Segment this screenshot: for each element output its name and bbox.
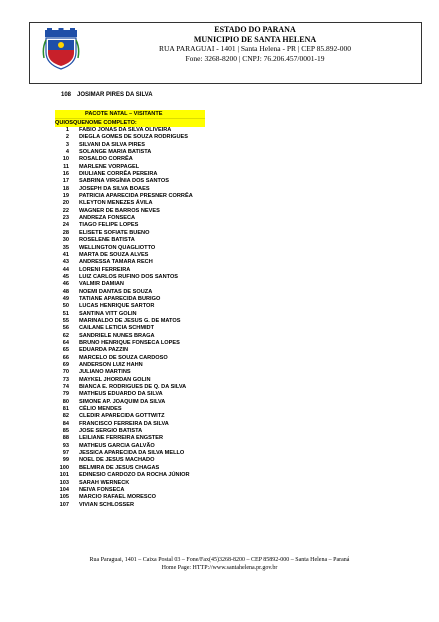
full-name: MARCIO RAFAEL MORESCO xyxy=(79,494,156,501)
table-row xyxy=(55,502,205,509)
table-row xyxy=(55,457,205,464)
full-name: JESSICA APARECIDA DA SILVA MELLO xyxy=(79,450,185,457)
top-item-number: 108 xyxy=(60,92,71,98)
kiosk-number: 50 xyxy=(62,303,69,310)
table-row xyxy=(55,318,205,325)
table-row xyxy=(55,450,205,457)
table-row xyxy=(55,237,205,244)
table-row xyxy=(55,362,205,369)
table-row xyxy=(55,413,205,420)
full-name: CAILANE LETICIA SCHMIDT xyxy=(79,325,154,332)
table-row xyxy=(55,178,205,185)
full-name: ANDRESSA TAMARA RECH xyxy=(79,259,153,266)
kiosk-number: 84 xyxy=(62,420,69,427)
table-row xyxy=(55,230,205,237)
full-name: BRUNO HENRIQUE FONSECA LOPES xyxy=(79,339,180,346)
table-row xyxy=(55,435,205,442)
full-name: NEIVA FONSECA xyxy=(79,486,125,493)
table-row xyxy=(55,406,205,413)
table-row xyxy=(55,259,205,266)
full-name: FRANCISCO FERREIRA DA SILVA xyxy=(79,420,169,427)
kiosk-number: 107 xyxy=(59,501,69,508)
footer-homepage: Home Page: HTTP://www.santahelena.pr.gov.br xyxy=(161,565,278,571)
table-row xyxy=(55,421,205,428)
kiosk-number: 82 xyxy=(62,413,69,420)
kiosk-number: 69 xyxy=(62,362,69,368)
phone-cnpj-line: Fone: 3268-8200 | CNPJ: 76.206.457/0001-19 xyxy=(185,53,325,63)
kiosk-number: 11 xyxy=(63,163,69,170)
full-name: NOEL DE JESUS MACHADO xyxy=(79,457,155,464)
kiosk-number: 65 xyxy=(62,347,69,354)
kiosk-number: 1 xyxy=(65,127,69,133)
full-name: CÉLIO MENDES xyxy=(79,406,122,413)
kiosk-number: 55 xyxy=(62,317,69,324)
table-row xyxy=(55,428,205,435)
kiosk-number: 105 xyxy=(59,494,69,501)
table-row xyxy=(55,377,205,384)
full-name: SILVANI DA SILVA PIRES xyxy=(79,141,145,148)
table-row xyxy=(55,156,205,163)
full-name: MARCELO DE SOUZA CARDOSO xyxy=(79,354,168,361)
kiosk-number: 79 xyxy=(62,391,69,398)
full-name: WAGNER DE BARROS NEVES xyxy=(79,207,160,214)
kiosk-number: 99 xyxy=(62,457,69,464)
table-row xyxy=(55,222,205,229)
kiosk-number: 73 xyxy=(62,376,69,383)
kiosk-number: 81 xyxy=(62,406,69,413)
kiosk-number: 17 xyxy=(62,178,69,185)
table-row xyxy=(55,340,205,347)
kiosk-number: 3 xyxy=(65,141,69,148)
full-name: BIANCA E. RODRIGUES DE Q. DA SILVA xyxy=(79,384,187,391)
kiosk-number: 22 xyxy=(62,207,69,214)
kiosk-number: 28 xyxy=(62,229,69,236)
full-name: LUIZ CARLOS RUFINO DOS SANTOS xyxy=(79,273,179,280)
kiosk-number: 2 xyxy=(65,134,69,141)
full-name: MARLENE VORPAGEL xyxy=(79,163,140,170)
table-row xyxy=(55,252,205,259)
kiosk-number: 10 xyxy=(62,156,69,163)
full-name: EDINESIO CARDOZO DA ROCHA JÚNIOR xyxy=(79,472,190,479)
table-row xyxy=(55,472,205,479)
kiosk-number: 51 xyxy=(62,310,69,317)
table-row xyxy=(55,480,205,487)
full-name: VALMIR DAMIAN xyxy=(79,281,124,288)
full-name: LORENI FERREIRA xyxy=(79,266,131,273)
state-name: ESTADO DO PARANA xyxy=(214,25,296,34)
table-row xyxy=(55,215,205,222)
table-row xyxy=(55,281,205,288)
address-line: RUA PARAGUAI - 1401 | Santa Helena - PR | CEP 85.892-000 xyxy=(158,44,352,53)
full-name: LEILIANE FERREIRA ENGSTER xyxy=(79,435,164,442)
table-row xyxy=(55,296,205,303)
full-name: SIMONE AP. JOAQUIM DA SILVA xyxy=(79,398,166,405)
full-name: LUCAS HENRIQUE SARTOR xyxy=(79,303,155,310)
kiosk-number: 101 xyxy=(59,472,69,479)
letterhead-text xyxy=(90,25,420,63)
kiosk-number: 23 xyxy=(62,215,69,222)
full-name: MATHEUS EDUARDO DA SILVA xyxy=(79,391,163,398)
top-list-item xyxy=(55,92,153,98)
visitor-table xyxy=(55,110,205,509)
full-name: MARINALDO DE JESUS G. DE MATOS xyxy=(79,317,181,324)
table-row xyxy=(55,134,205,141)
full-name: WELLINGTON QUAGLIOTTO xyxy=(79,244,156,251)
table-row xyxy=(55,303,205,310)
table-row xyxy=(55,384,205,391)
full-name: NOEMI DANTAS DE SOUZA xyxy=(79,288,153,295)
full-name: ROSALDO CORRÊA xyxy=(79,156,133,163)
table-body xyxy=(55,127,205,509)
kiosk-number: 62 xyxy=(62,332,69,339)
column-header-kiosk: QUIOSQUE xyxy=(55,120,86,126)
full-name: SANDRIELE NUNES BRAGA xyxy=(79,332,155,339)
full-name: JULIANO MARTINS xyxy=(79,369,131,376)
full-name: SABRINA VIRGÍNIA DOS SANTOS xyxy=(79,178,169,185)
letterhead xyxy=(29,22,422,84)
table-row xyxy=(55,494,205,501)
full-name: JOSEPH DA SILVA BOAES xyxy=(79,185,150,192)
footer xyxy=(0,556,439,572)
kiosk-number: 74 xyxy=(62,384,69,391)
kiosk-number: 35 xyxy=(62,244,69,251)
full-name: TATIANE APARECIDA BURIGO xyxy=(79,295,161,302)
kiosk-number: 30 xyxy=(62,237,69,244)
kiosk-number: 49 xyxy=(62,295,69,302)
table-row xyxy=(55,142,205,149)
table-row xyxy=(55,274,205,281)
table-row xyxy=(55,347,205,354)
kiosk-number: 85 xyxy=(62,428,69,435)
full-name: SOLANGE MARIA BATISTA xyxy=(79,149,152,156)
kiosk-number: 66 xyxy=(62,354,69,361)
full-name: MATHEUS GARCIA GALVÃO xyxy=(79,442,155,449)
kiosk-number: 18 xyxy=(62,185,69,192)
full-name: DIULIANE CORRÊA PEREIRA xyxy=(79,171,158,178)
kiosk-number: 70 xyxy=(62,369,69,376)
full-name: FABIO JONAS DA SILVA OLIVEIRA xyxy=(79,127,172,133)
full-name: EDUARDA PAZZIN xyxy=(79,347,129,354)
kiosk-number: 48 xyxy=(62,288,69,295)
table-row xyxy=(55,443,205,450)
full-name: KLEYTON MENEZES ÁVILA xyxy=(79,200,153,207)
table-row xyxy=(55,164,205,171)
table-title: PACOTE NATAL – VISITANTE xyxy=(55,110,205,118)
full-name: JOSE SERGIO BATISTA xyxy=(79,428,143,435)
kiosk-number: 103 xyxy=(59,479,69,486)
kiosk-number: 45 xyxy=(62,273,69,280)
full-name: ANDERSON LUIZ HAHN xyxy=(79,362,143,368)
kiosk-number: 93 xyxy=(62,442,69,449)
full-name: TIAGO FELIPE LOPES xyxy=(79,222,139,229)
table-row xyxy=(55,333,205,340)
full-name: ANDREZA FONSECA xyxy=(79,215,136,222)
table-row xyxy=(55,399,205,406)
table-row xyxy=(55,325,205,332)
kiosk-number: 20 xyxy=(62,200,69,207)
kiosk-number: 41 xyxy=(62,251,69,258)
kiosk-number: 64 xyxy=(62,339,69,346)
table-row xyxy=(55,267,205,274)
table-header-row xyxy=(55,118,205,127)
kiosk-number: 44 xyxy=(62,266,69,273)
full-name: DIEGLA GOMES DE SOUZA RODRIGUES xyxy=(79,134,188,141)
municipality-name: MUNICIPIO DE SANTA HELENA xyxy=(193,34,317,44)
kiosk-number: 97 xyxy=(62,450,69,457)
full-name: SARAH WERNECK xyxy=(79,479,130,486)
table-row xyxy=(55,127,205,134)
kiosk-number: 43 xyxy=(62,259,69,266)
table-row xyxy=(55,487,205,494)
kiosk-number: 56 xyxy=(62,325,69,332)
kiosk-number: 4 xyxy=(65,149,69,156)
full-name: ELISETE SOFIATE BUENO xyxy=(79,229,150,236)
footer-address: Rua Paraguai, 1401 – Caixa Postal 03 – Fone/Fax(45)3268-8200 – CEP 85892-000 – Santa Helena – Paraná xyxy=(89,557,350,563)
table-row xyxy=(55,186,205,193)
kiosk-number: 104 xyxy=(59,486,69,493)
full-name: SANTINA VITT GOLIN xyxy=(79,310,137,317)
full-name: PATRICIA APARECIDA PRESNER CORRÊA xyxy=(79,193,193,200)
kiosk-number: 16 xyxy=(62,171,69,178)
full-name: MAYKEL JHORDAN GOLIN xyxy=(79,376,151,383)
table-row xyxy=(55,311,205,318)
table-row xyxy=(55,245,205,252)
kiosk-number: 88 xyxy=(62,435,69,442)
kiosk-number: 24 xyxy=(62,222,69,229)
column-header-name: NOME COMPLETO: xyxy=(85,120,137,126)
full-name: CLEDIR APARECIDA GOTTWITZ xyxy=(79,413,165,420)
table-row xyxy=(55,355,205,362)
full-name: BELMIRA DE JESUS CHAGAS xyxy=(79,464,160,471)
kiosk-number: 100 xyxy=(59,464,69,471)
full-name: VIVIAN SCHLOSSER xyxy=(79,501,135,508)
kiosk-number: 19 xyxy=(62,193,69,200)
municipal-crest-icon xyxy=(42,28,80,70)
table-row xyxy=(55,208,205,215)
full-name: MARTA DE SOUZA ALVES xyxy=(79,251,149,258)
kiosk-number: 80 xyxy=(62,398,69,405)
full-name: ROSELENE BATISTA xyxy=(79,237,135,244)
table-row xyxy=(55,289,205,296)
table-row xyxy=(55,369,205,376)
table-row xyxy=(55,200,205,207)
top-item-name: JOSIMAR PIRES DA SILVA xyxy=(77,92,153,98)
kiosk-number: 46 xyxy=(62,281,69,288)
table-row xyxy=(55,391,205,398)
